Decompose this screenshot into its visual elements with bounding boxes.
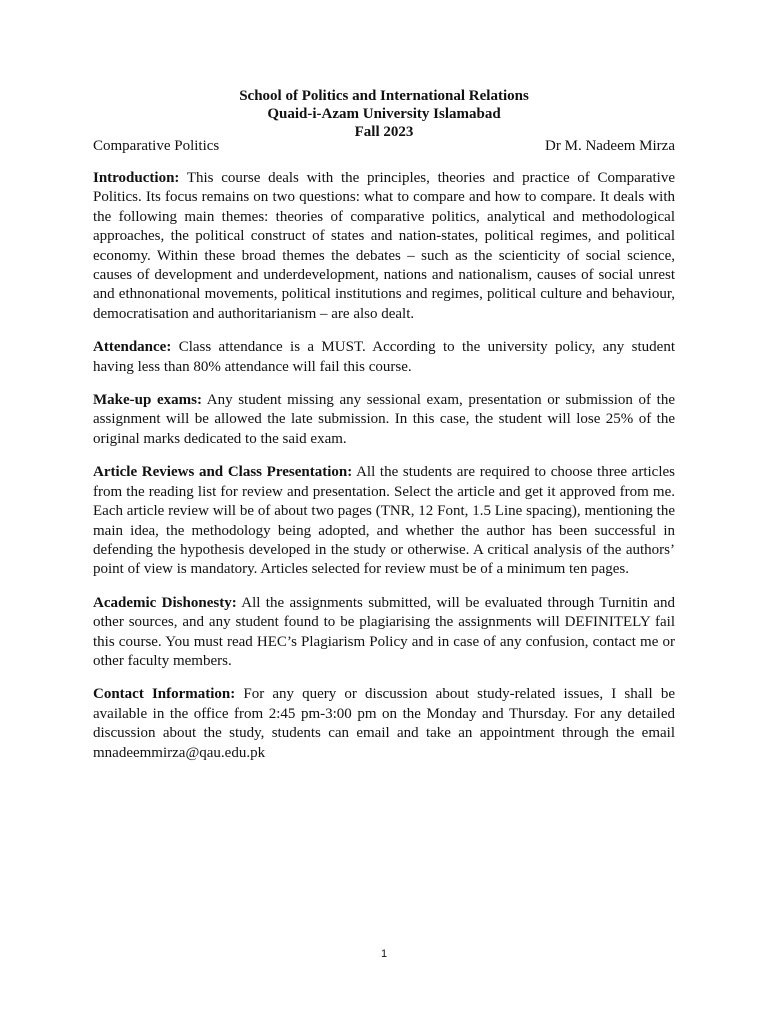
document-body [93, 169, 675, 777]
section-text-contact: For any query or discussion about study-related issues, I shall be available in the office from 2:45 pm-3:00 pm on the Monday and Thursday. For any detailed discussion about the study, students can email and take an appointment through the email mnadeemmirza@qau.edu.pk [93, 686, 675, 761]
section-heading-makeup: Make-up exams: [93, 392, 202, 409]
university-name: Quaid-i-Azam University Islamabad [267, 106, 501, 122]
section-heading-introduction: Introduction: [93, 170, 180, 186]
school-name: School of Politics and International Relations [239, 88, 529, 104]
contact-section [93, 685, 675, 763]
page-number: 1 [380, 948, 388, 960]
document-header [93, 87, 675, 141]
term: Fall 2023 [354, 124, 414, 140]
attendance-section [93, 338, 675, 377]
academic-dishonesty-section [93, 594, 675, 672]
section-heading-contact: Contact Information: [93, 686, 236, 703]
section-heading-article-reviews: Article Reviews and Class Presentation: [93, 464, 353, 481]
section-text-introduction: This course deals with the principles, theories and practice of Comparative Politics. Its focus remains on two questions: what to compare and how to compare. It deals with the following main themes: theories of comparative politics, analytical and methodological approaches, the political construct of states and nation-states, political regimes, and political economy. Within these broad themes the debates – such as the scienticity of social science, causes of development and underdevelopment, nations and nationalism, causes of social unrest and ethnonational movements, political institutions and regimes, political culture and behaviour, democratisation and authoritarianism – are also dealt. [93, 170, 675, 322]
instructor-name: Dr M. Nadeem Mirza [545, 138, 675, 154]
course-line [93, 137, 675, 155]
introduction-section [93, 169, 675, 324]
section-text-article-reviews: All the students are required to choose three articles from the reading list for review and presentation. Select the article and get it approved from me. Each article review will be of about two pages (TNR, 12 Font, 1.5 Line spacing), mentioning the main idea, the methodology being adopted, and whether the author has been successful in defending the hypothesis developed in the study or otherwise. A critical analysis of the authors’ point of view is mandatory. Articles selected for review must be of a minimum ten pages. [93, 464, 675, 578]
course-title: Comparative Politics [93, 138, 220, 154]
section-text-academic-dishonesty: All the assignments submitted, will be evaluated through Turnitin and other sources, and any student found to be plagiarising the assignments will DEFINITELY fail this course. You must read HEC’s Plagiarism Policy and in case of any confusion, contact me or other faculty members. [93, 594, 675, 669]
section-heading-academic-dishonesty: Academic Dishonesty: [93, 594, 237, 611]
section-text-attendance: Class attendance is a MUST. According to the university policy, any student having less than 80% attendance will fail this course. [93, 339, 675, 375]
makeup-section [93, 391, 675, 449]
section-text-makeup: Any student missing any sessional exam, presentation or submission of the assignment will be allowed the late submission. In this case, the student will lose 25% of the original marks dedicated to the said exam. [93, 392, 675, 447]
article-reviews-section [93, 463, 675, 579]
section-heading-attendance: Attendance: [93, 339, 172, 356]
